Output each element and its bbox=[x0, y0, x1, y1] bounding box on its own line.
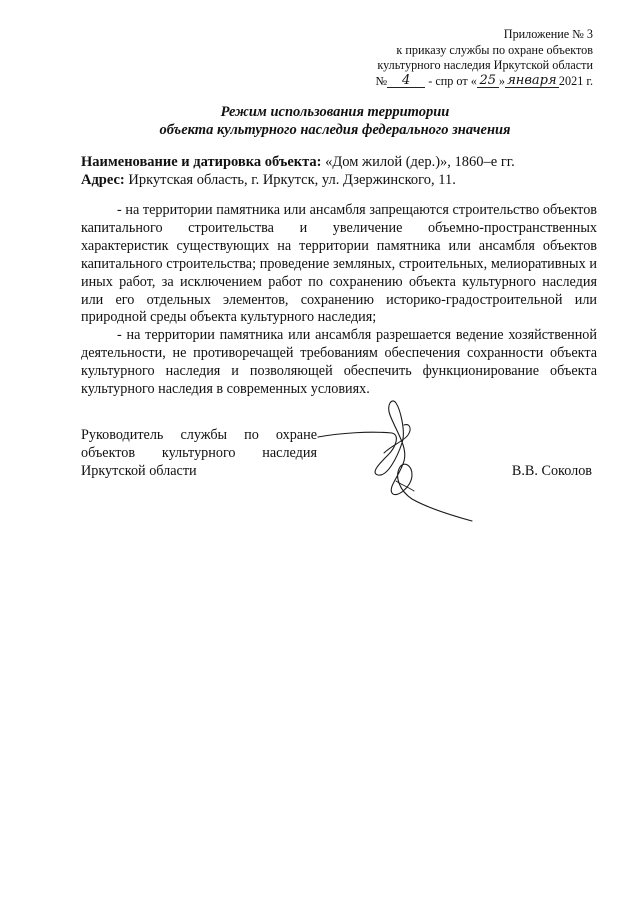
order-year: 2021 г. bbox=[558, 73, 593, 88]
object-address-value: Иркутская область, г. Иркутск, ул. Дзержинского, 11. bbox=[124, 172, 456, 188]
appendix-header bbox=[263, 27, 593, 89]
regime-text bbox=[81, 202, 597, 399]
handwritten-signature bbox=[300, 395, 480, 525]
title-line-2: объекта культурного наследия федерального значения bbox=[159, 122, 511, 138]
document-title bbox=[80, 103, 590, 139]
order-mid-text: - спр от « bbox=[428, 73, 477, 88]
position-line-1: Руководитель службы по охране bbox=[81, 427, 317, 443]
handwritten-order-number: 4 bbox=[387, 74, 425, 88]
position-line-2: объектов культурного наследия bbox=[81, 444, 317, 461]
appendix-authority: культурного наследия Иркутской области bbox=[377, 58, 593, 72]
object-address-row bbox=[81, 171, 591, 189]
object-address-label: Адрес: bbox=[81, 172, 125, 188]
position-line-3: Иркутской области bbox=[81, 462, 197, 479]
number-sign: № bbox=[375, 73, 388, 88]
object-name-row bbox=[81, 153, 591, 171]
appendix-order-ref: к приказу службы по охране объектов bbox=[396, 42, 593, 57]
signatory-position bbox=[81, 427, 317, 481]
paragraph-permissions: - на территории памятника или ансамбля разрешается ведение хозяйственной деятельности, не противоречащей требованиям обеспечения сохранности объекта культурного наследия и позволяющей обеспечить функционирование объекта культурного наследия в современных условиях. bbox=[81, 327, 597, 398]
quote-close: » bbox=[498, 73, 505, 88]
handwritten-day: 25 bbox=[477, 74, 499, 88]
appendix-title: Приложение № 3 bbox=[503, 27, 593, 41]
object-name-value: «Дом жилой (дер.)», 1860–е гг. bbox=[321, 154, 515, 170]
object-info bbox=[81, 153, 591, 189]
order-number-line bbox=[263, 74, 593, 90]
handwritten-month: января bbox=[505, 74, 559, 88]
paragraph-prohibitions: - на территории памятника или ансамбля запрещаются строительство объектов капитального строительства и увеличение объемно-пространственных характеристик существующих на территории памятника или ансамбля объектов капитального строительства; проведение земляных, строительных, мелиоративных и иных работ, за исключением работ по сохранению объекта культурного наследия или его отдельных элементов, сохранению историко-градостроительной или природной среды объекта культурного наследия; bbox=[81, 202, 597, 326]
signatory-name: В.В. Соколов bbox=[511, 463, 592, 479]
title-line-1: Режим использования территории bbox=[220, 104, 450, 120]
object-name-label: Наименование и датировка объекта: bbox=[81, 154, 322, 170]
